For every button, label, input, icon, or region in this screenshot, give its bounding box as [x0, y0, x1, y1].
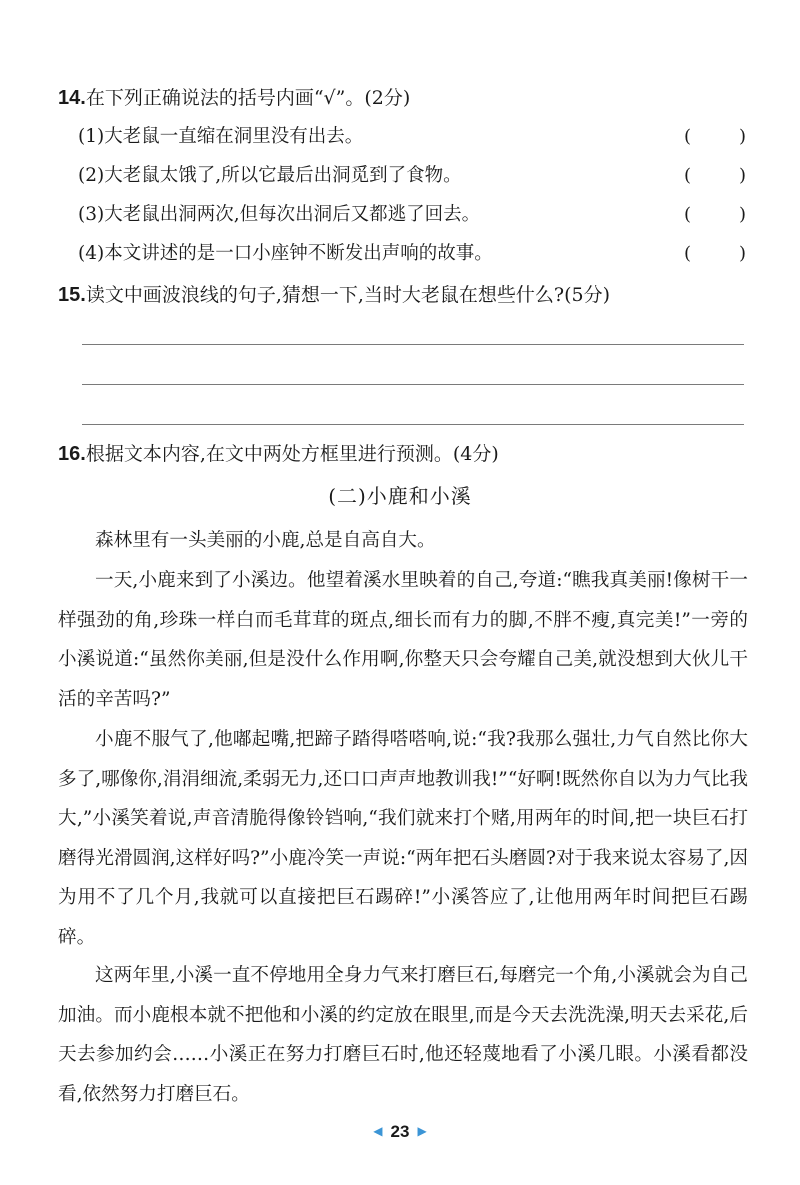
answer-line-3[interactable]	[82, 424, 744, 425]
story-paragraph-1: 森林里有一头美丽的小鹿,总是自高自大。	[95, 530, 436, 551]
q14-answer-blank-2[interactable]	[684, 164, 746, 188]
open-paren: (	[684, 204, 692, 225]
question-16-number: 16.	[58, 443, 86, 465]
q14-answer-blank-4[interactable]	[684, 242, 746, 266]
close-paren: )	[738, 204, 746, 225]
close-paren: )	[738, 126, 746, 147]
page-number: 23	[390, 1122, 410, 1141]
question-14-number: 14.	[58, 87, 86, 109]
story-paragraph-4: 这两年里,小溪一直不停地用全身力气来打磨巨石,每磨完一个角,小溪就会为自己加油。而小鹿根本就不把他和小溪的约定放在眼里,而是今天去洗洗澡,明天去采花,后天去参加约会……小溪正在努力打磨巨石时,他还轻蔑地看了小溪几眼。小溪看都没看,依然努力打磨巨石。	[58, 965, 748, 1105]
q14-answer-blank-1[interactable]	[684, 125, 746, 149]
question-14-heading	[58, 86, 410, 110]
page-footer	[0, 1122, 800, 1142]
question-15-title: 读文中画波浪线的句子,猜想一下,当时大老鼠在想些什么?(5分)	[85, 284, 610, 306]
close-paren: )	[738, 165, 746, 186]
q14-item-1: (1)大老鼠一直缩在洞里没有出去。	[78, 126, 364, 147]
open-paren: (	[684, 165, 692, 186]
q14-answer-blank-3[interactable]	[684, 203, 746, 227]
open-paren: (	[684, 126, 692, 147]
close-paren: )	[738, 243, 746, 264]
question-15-heading	[58, 283, 610, 307]
q14-item-2: (2)大老鼠太饿了,所以它最后出洞觅到了食物。	[78, 165, 462, 186]
triangle-left-icon: ◀	[373, 1124, 383, 1138]
question-14-title: 在下列正确说法的括号内画“√”。(2分)	[85, 87, 411, 109]
open-paren: (	[684, 243, 692, 264]
question-15-number: 15.	[58, 284, 86, 306]
answer-line-1[interactable]	[82, 344, 744, 345]
answer-line-2[interactable]	[82, 384, 744, 385]
q14-item-4: (4)本文讲述的是一口小座钟不断发出声响的故事。	[78, 243, 493, 264]
q14-item-3: (3)大老鼠出洞两次,但每次出洞后又都逃了回去。	[78, 204, 481, 225]
story-title: (二)小鹿和小溪	[328, 484, 472, 508]
question-16-heading	[58, 442, 499, 466]
question-16-title: 根据文本内容,在文中两处方框里进行预测。(4分)	[85, 443, 499, 465]
triangle-right-icon: ▶	[417, 1124, 427, 1138]
story-paragraph-3: 小鹿不服气了,他嘟起嘴,把蹄子踏得嗒嗒响,说:“我?我那么强壮,力气自然比你大多了,哪像你,涓涓细流,柔弱无力,还口口声声地教训我!”“好啊!既然你自以为力气比我大,”小溪笑着说,声音清脆得像铃铛响,“我们就来打个赌,用两年的时间,把一块巨石打磨得光滑圆润,这样好吗?”小鹿冷笑一声说:“两年把石头磨圆?对于我来说太容易了,因为用不了几个月,我就可以直接把巨石踢碎!”小溪答应了,让他用两年时间把巨石踢碎。	[58, 729, 748, 948]
story-paragraph-2: 一天,小鹿来到了小溪边。他望着溪水里映着的自己,夸道:“瞧我真美丽!像树干一样强劲的角,珍珠一样白而毛茸茸的斑点,细长而有力的脚,不胖不瘦,真完美!”一旁的小溪说道:“虽然你美丽,但是没什么作用啊,你整天只会夸耀自己美,就没想到大伙儿干活的辛苦吗?”	[58, 570, 748, 710]
